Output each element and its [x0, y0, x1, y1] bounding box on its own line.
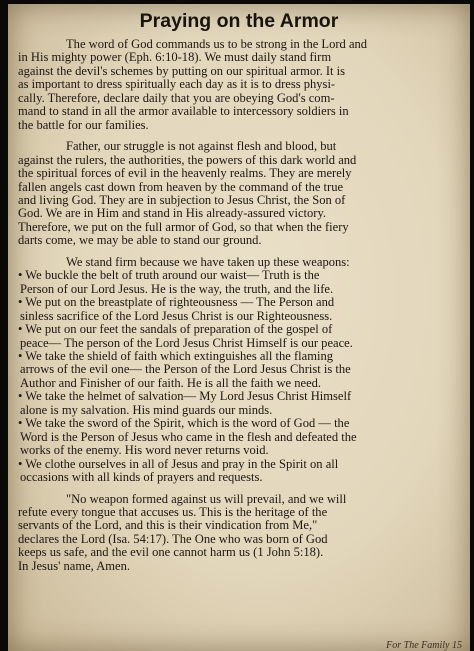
- bullet-line: • We take the sword of the Spirit, which is the word of God — the: [18, 416, 350, 431]
- text-line: servants of the Lord, and this is their vindication from Me,": [18, 518, 318, 533]
- text-line: Word is the Person of Jesus who came in the flesh and defeated the: [20, 429, 357, 444]
- text-line: fallen angels cast down from heaven by the command of the true: [18, 179, 344, 194]
- text-line: keeps us safe, and the evil one cannot harm us (1 John 5:18).: [18, 545, 324, 560]
- text-line: cally. Therefore, declare daily that you are obeying God's com-: [18, 90, 335, 105]
- text-line: in His mighty power (Eph. 6:10-18). We must daily stand firm: [18, 50, 332, 65]
- text-line: refute every tongue that accuses us. This is the heritage of the: [18, 504, 328, 519]
- text-line: declares the Lord (Isa. 54:17). The One who was born of God: [18, 531, 328, 546]
- text-line: darts come, we may be able to stand our ground.: [18, 233, 262, 248]
- book-page: [8, 4, 470, 651]
- text-line: occasions with all kinds of prayers and requests.: [20, 470, 263, 485]
- text-line: Person of our Lord Jesus. He is the way, the truth, and the life.: [20, 281, 334, 296]
- page-title: Praying on the Armor: [139, 10, 339, 32]
- bullet-line: • We clothe ourselves in all of Jesus and pray in the Spirit on all: [18, 456, 339, 471]
- text-line: In Jesus' name, Amen.: [18, 558, 131, 573]
- text-line: as important to dress spiritually each day as it is to dress physi-: [18, 77, 336, 92]
- text-line: We stand firm because we have taken up these weapons:: [66, 254, 350, 269]
- paragraph-struggle: [18, 140, 448, 248]
- bullet-line: • We buckle the belt of truth around our waist— Truth is the: [18, 268, 320, 283]
- bullet-line: • We put on the breastplate of righteousness — The Person and: [18, 295, 335, 310]
- text-line: against the devil's schemes by putting on our spiritual armor. It is: [18, 63, 346, 78]
- bullet-line: • We take the helmet of salvation— My Lord Jesus Christ Himself: [18, 389, 352, 404]
- text-line: arrows of the evil one— the Person of the Lord Jesus Christ is the: [20, 362, 351, 377]
- text-line: mand to stand in all the armor available to intercessory soldiers in: [18, 104, 349, 119]
- text-line: "No weapon formed against us will prevail, and we will: [66, 491, 347, 506]
- prayer-text: [18, 38, 448, 573]
- text-line: peace— The person of the Lord Jesus Christ Himself is our peace.: [20, 335, 353, 350]
- bullet-line: • We put on our feet the sandals of preparation of the gospel of: [18, 322, 333, 337]
- paragraph-closing: [18, 493, 448, 574]
- text-line: Father, our struggle is not against flesh and blood, but: [66, 139, 337, 154]
- paragraph-weapons: [18, 256, 448, 485]
- text-line: and living God. They are in subjection to Jesus Christ, the Son of: [18, 192, 346, 207]
- text-line: the spiritual forces of evil in the heavenly realms. They are merely: [18, 166, 352, 181]
- text-line: against the rulers, the authorities, the powers of this dark world and: [18, 152, 357, 167]
- text-line: sinless sacrifice of the Lord Jesus Christ is our Righteousness.: [20, 308, 333, 323]
- page-footer: For The Family 15: [386, 640, 462, 651]
- text-line: Author and Finisher of our faith. He is all the faith we need.: [20, 375, 322, 390]
- text-line: the battle for our families.: [18, 117, 149, 132]
- paragraph-intro: [18, 38, 448, 132]
- bullet-line: • We take the shield of faith which extinguishes all the flaming: [18, 348, 334, 363]
- text-line: The word of God commands us to be strong in the Lord and: [66, 37, 368, 51]
- text-line: Therefore, we put on the full armor of God, so that when the fiery: [18, 219, 349, 234]
- text-line: God. We are in Him and stand in His already-assured victory.: [18, 206, 327, 221]
- text-line: alone is my salvation. His mind guards our minds.: [20, 402, 273, 417]
- text-line: works of the enemy. His word never returns void.: [20, 443, 269, 458]
